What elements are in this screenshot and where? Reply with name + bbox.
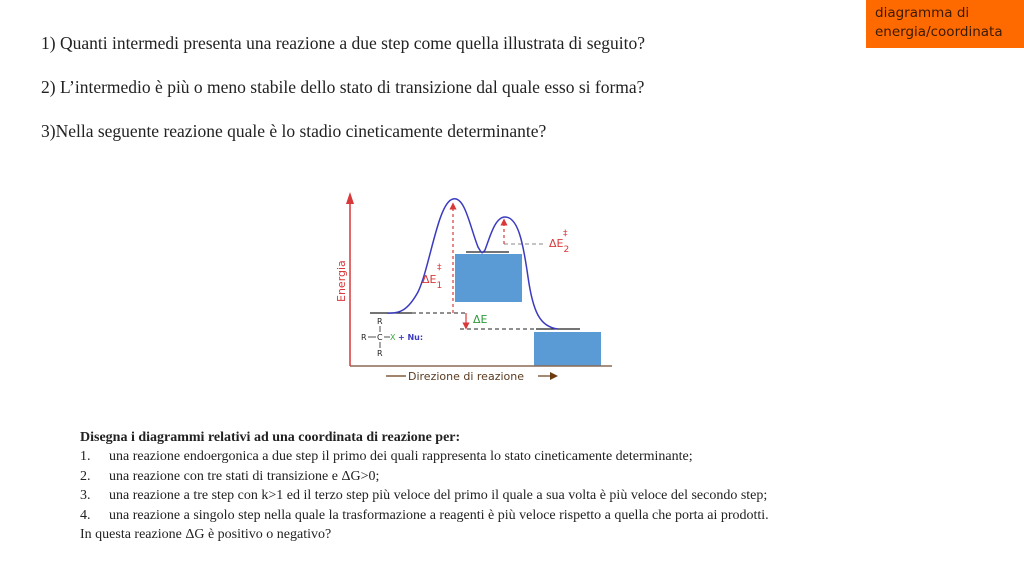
energy-diagram	[330, 182, 620, 392]
x-axis-label: Direzione di reazione	[408, 370, 524, 383]
delta-e2-sup: ‡	[563, 229, 568, 239]
topic-label-line1: diagramma di	[875, 5, 970, 21]
question-2: 2) L’intermedio è più o meno stabile dello stato di transizione dal quale esso si forma?	[41, 77, 645, 97]
delta-e1-label: $\Delta E_1$	[422, 273, 443, 291]
svg-text:+ Nu:: + Nu:	[398, 333, 424, 342]
topic-label	[866, 0, 1024, 48]
svg-text:C: C	[377, 333, 383, 342]
question-3: 3)Nella seguente reazione quale è lo stadio cineticamente determinante?	[41, 121, 547, 141]
x-axis-label-arrowhead	[550, 372, 558, 380]
svg-text:R: R	[361, 333, 367, 342]
delta-e2-label: $\Delta E_2$	[549, 237, 570, 255]
topic-label-line2: energia/coordinata	[875, 24, 1003, 40]
svg-text:R: R	[377, 349, 383, 358]
exercise-block	[80, 430, 940, 545]
question-1: 1) Quanti intermedi presenta una reazione a due step come quella illustrata di seguito?	[41, 33, 646, 53]
y-axis-arrowhead	[346, 192, 354, 204]
exercise-title: Disegna i diagrammi relativi ad una coordinata di reazione per:	[80, 430, 461, 445]
svg-text:X: X	[390, 333, 396, 342]
exercise-item: 1. una reazione endoergonica a due step il primo dei quali rappresenta lo stato cineticamente determinante;	[80, 449, 693, 464]
exercise-footer: In questa reazione ΔG è positivo o negativo?	[80, 527, 332, 542]
reactant-structure	[361, 317, 423, 358]
product-box	[534, 332, 601, 366]
delta-e1-sup: ‡	[437, 263, 442, 273]
exercise-item: 4. una reazione a singolo step nella quale la trasformazione a reagenti è più veloce rispetto a quella che porta ai prodotti.	[80, 507, 769, 523]
intermediate-box	[455, 254, 522, 302]
exercise-item: 3. una reazione a tre step con k>1 ed il terzo step più veloce del primo il quale a sua volta è più veloce del secondo step;	[80, 488, 768, 503]
svg-text:R: R	[377, 317, 383, 326]
exercise-item: 2. una reazione con tre stati di transizione e ΔG>0;	[80, 468, 380, 484]
y-axis-label: Energia	[335, 260, 348, 302]
delta-e-label: ΔE	[473, 313, 488, 326]
